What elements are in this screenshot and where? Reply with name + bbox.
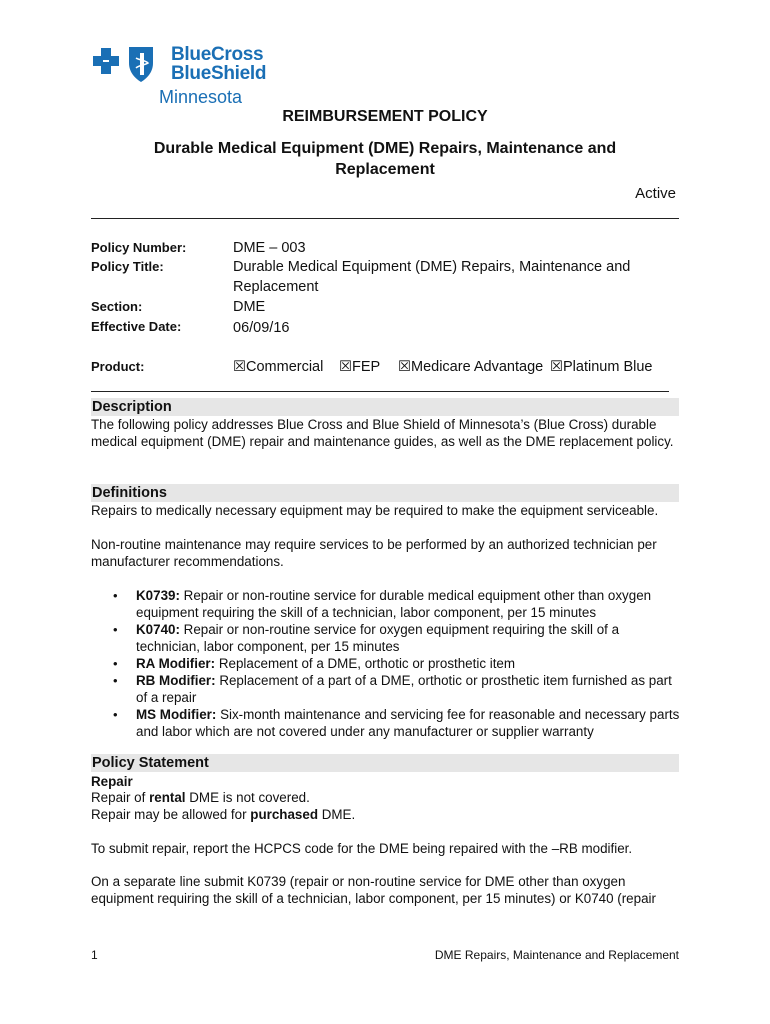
policy-paragraph-3: To submit repair, report the HCPCS code for the DME being repaired with the –RB modifier. <box>91 841 633 856</box>
product-label: Product: <box>91 359 145 374</box>
product-commercial: ☒Commercial <box>233 359 324 375</box>
product-platinum-blue: ☒Platinum Blue <box>550 359 653 375</box>
section-bar <box>91 398 679 416</box>
bullet: • <box>113 673 118 688</box>
section-label: Section: <box>91 299 143 314</box>
status-label: Active <box>635 185 676 202</box>
bullet: • <box>113 588 118 603</box>
page-number: 1 <box>91 948 98 962</box>
description-heading: Description <box>92 399 172 415</box>
effective-date-label: Effective Date: <box>91 319 182 334</box>
logo-line-3: Minnesota <box>159 87 243 107</box>
product-fep: ☒FEP <box>339 359 381 375</box>
logo-line-2: BlueShield <box>171 63 267 84</box>
list-item: K0740: Repair or non-routine service for oxygen equipment requiring the skill of a technician, labor component, per 15 minutes <box>136 622 620 654</box>
list-item: K0739: Repair or non-routine service for durable medical equipment other than oxygen equipment requiring the skill of a technician, labor component, per 15 minutes <box>136 588 652 620</box>
policy-title-label: Policy Title: <box>91 259 164 274</box>
section-value: DME <box>233 299 266 315</box>
divider <box>91 391 669 392</box>
definitions-paragraph-2: Non-routine maintenance may require services to be performed by an authorized technician per manufacturer recommendations. <box>91 537 657 569</box>
description-text: The following policy addresses Blue Cross and Blue Shield of Minnesota’s (Blue Cross) durable medical equipment (DME) repair and maintenance guides, as well as the DME replacement policy. <box>91 417 674 449</box>
footer-title: DME Repairs, Maintenance and Replacement <box>434 948 679 962</box>
document-title: REIMBURSEMENT POLICY <box>282 108 488 125</box>
list-item: RB Modifier: Replacement of a part of a DME, orthotic or prosthetic item furnished as part of a repair <box>136 673 672 705</box>
policy-line-2: Repair may be allowed for purchased DME. <box>91 807 356 822</box>
document-subtitle: Durable Medical Equipment (DME) Repairs, Maintenance and Replacement <box>153 140 617 178</box>
definitions-heading: Definitions <box>92 485 167 501</box>
cross-shield-icon <box>91 44 157 84</box>
divider <box>91 218 679 219</box>
list-item: RA Modifier: Replacement of a DME, orthotic or prosthetic item <box>136 656 516 671</box>
logo-line-1: BlueCross <box>171 44 264 65</box>
bullet: • <box>113 707 118 722</box>
effective-date-value: 06/09/16 <box>233 320 290 336</box>
section-bar <box>91 484 679 502</box>
bcbs-logo <box>91 44 291 108</box>
list-item: MS Modifier: Six-month maintenance and servicing fee for reasonable and necessary parts and labor which are not covered under any manufacturer or supplier warranty <box>136 707 680 739</box>
product-medicare-advantage: ☒Medicare Advantage <box>398 359 544 375</box>
bullet: • <box>113 622 118 637</box>
policy-number-label: Policy Number: <box>91 240 187 255</box>
policy-number-value: DME – 003 <box>233 240 306 256</box>
policy-line-1: Repair of rental DME is not covered. <box>91 790 310 805</box>
policy-paragraph-4: On a separate line submit K0739 (repair or non-routine service for DME other than oxygen equipment requiring the skill of a technician, labor component, per 15 minutes) or K0740 (repair <box>91 874 656 906</box>
repair-subheading: Repair <box>91 774 133 789</box>
definitions-paragraph-1: Repairs to medically necessary equipment may be required to make the equipment serviceable. <box>91 503 659 518</box>
bullet: • <box>113 656 118 671</box>
policy-title-value: Durable Medical Equipment (DME) Repairs, Maintenance and Replacement <box>233 259 631 295</box>
policy-statement-heading: Policy Statement <box>92 755 209 771</box>
